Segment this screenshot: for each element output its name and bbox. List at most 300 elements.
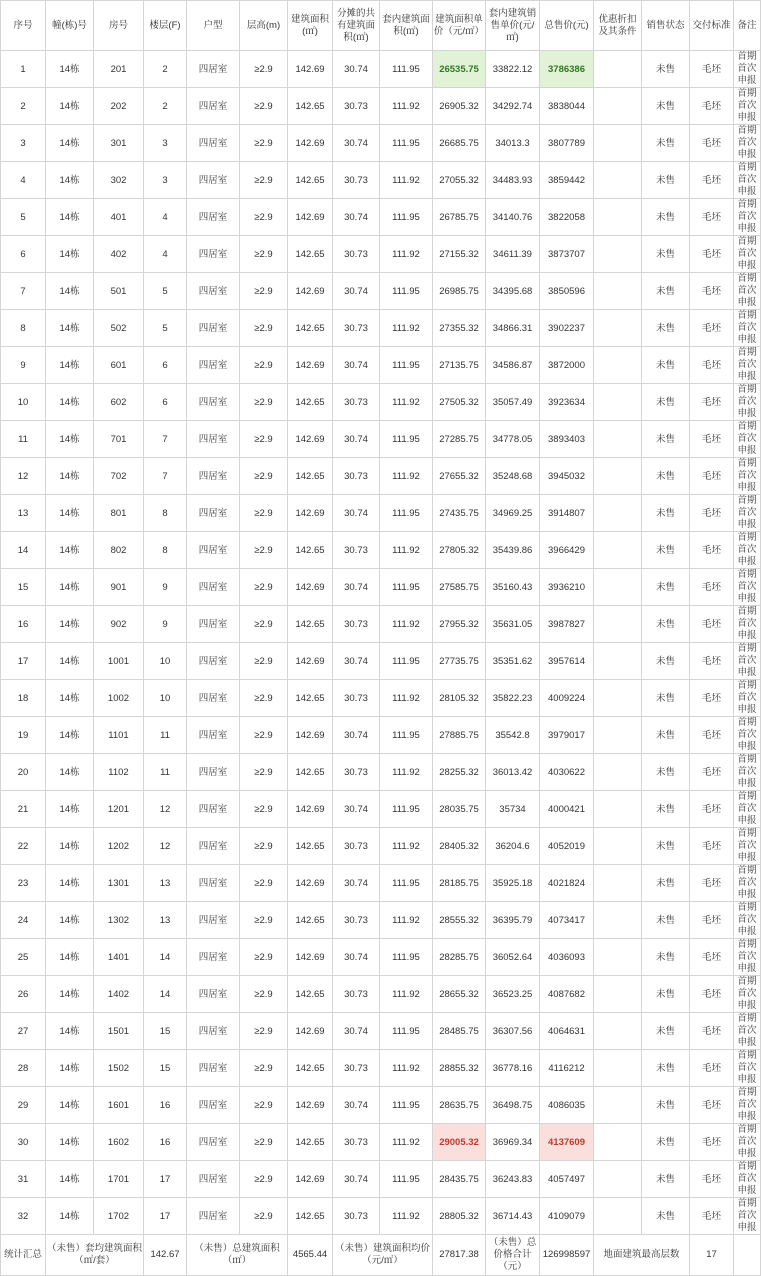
table-cell: 111.92 (380, 606, 433, 643)
table-cell: 111.92 (380, 1050, 433, 1087)
table-cell (594, 347, 642, 384)
table-row (1, 458, 761, 495)
table-cell: 27135.75 (433, 347, 486, 384)
table-cell: 142.65 (288, 902, 333, 939)
table-cell: 毛坯 (690, 458, 734, 495)
table-cell: 毛坯 (690, 532, 734, 569)
column-header: 楼层(F) (144, 1, 187, 51)
max-floor-value: 17 (690, 1235, 734, 1276)
table-cell: 27435.75 (433, 495, 486, 532)
table-cell: 30.74 (333, 569, 380, 606)
table-cell: 30.73 (333, 606, 380, 643)
summary-label: 统计汇总 (1, 1235, 46, 1276)
table-cell: 四居室 (187, 1161, 240, 1198)
table-cell: 8 (144, 495, 187, 532)
table-cell: 26 (1, 976, 46, 1013)
table-cell: 142.69 (288, 1013, 333, 1050)
table-cell: ≥2.9 (240, 347, 288, 384)
table-cell: 28035.75 (433, 791, 486, 828)
table-cell: 四居室 (187, 754, 240, 791)
table-cell (594, 902, 642, 939)
table-cell: 4 (144, 236, 187, 273)
table-cell: 14栋 (46, 162, 94, 199)
table-cell: 30.73 (333, 88, 380, 125)
table-cell: 29 (1, 1087, 46, 1124)
table-cell: 未售 (642, 1124, 690, 1161)
table-cell (594, 606, 642, 643)
table-cell: 13 (144, 902, 187, 939)
table-cell: 30.73 (333, 828, 380, 865)
table-cell: 1401 (94, 939, 144, 976)
table-cell: 11 (1, 421, 46, 458)
table-cell: 142.69 (288, 273, 333, 310)
table-cell: 16 (144, 1087, 187, 1124)
table-cell: 27805.32 (433, 532, 486, 569)
table-cell: ≥2.9 (240, 828, 288, 865)
table-cell: 3 (1, 125, 46, 162)
table-cell: 毛坯 (690, 865, 734, 902)
table-cell: 34013.3 (486, 125, 540, 162)
summary-row (1, 1235, 761, 1276)
table-row (1, 828, 761, 865)
table-cell: 1301 (94, 865, 144, 902)
table-cell: 35925.18 (486, 865, 540, 902)
table-cell (594, 384, 642, 421)
header-row (1, 1, 761, 51)
table-cell: 30.74 (333, 791, 380, 828)
table-cell: 4036093 (540, 939, 594, 976)
table-cell: 27285.75 (433, 421, 486, 458)
table-cell: 未售 (642, 532, 690, 569)
table-cell: 6 (144, 384, 187, 421)
table-cell: 四居室 (187, 717, 240, 754)
table-cell: 毛坯 (690, 939, 734, 976)
table-cell: 6 (1, 236, 46, 273)
table-cell: 14栋 (46, 754, 94, 791)
table-cell: 11 (144, 717, 187, 754)
table-cell: 30.74 (333, 1161, 380, 1198)
table-cell: 35057.49 (486, 384, 540, 421)
table-cell: 1001 (94, 643, 144, 680)
table-cell: ≥2.9 (240, 273, 288, 310)
table-cell: 142.69 (288, 1087, 333, 1124)
table-cell: 3786386 (540, 51, 594, 88)
table-cell: 21 (1, 791, 46, 828)
table-cell: ≥2.9 (240, 976, 288, 1013)
table-cell (594, 1161, 642, 1198)
column-header: 总售价(元) (540, 1, 594, 51)
table-cell: 未售 (642, 717, 690, 754)
table-cell: 111.95 (380, 273, 433, 310)
table-cell: 14栋 (46, 347, 94, 384)
table-cell: 8 (1, 310, 46, 347)
table-cell: 142.69 (288, 125, 333, 162)
table-cell: 1201 (94, 791, 144, 828)
table-cell: 30.73 (333, 384, 380, 421)
table-cell: 10 (1, 384, 46, 421)
table-cell: 首期首次申报 (734, 791, 761, 828)
table-cell: 毛坯 (690, 273, 734, 310)
table-cell: 四居室 (187, 791, 240, 828)
table-cell: 34866.31 (486, 310, 540, 347)
table-cell (594, 939, 642, 976)
table-cell: 未售 (642, 865, 690, 902)
table-cell: 302 (94, 162, 144, 199)
table-cell: 未售 (642, 1161, 690, 1198)
table-cell: 24 (1, 902, 46, 939)
table-cell: 1601 (94, 1087, 144, 1124)
table-cell: 毛坯 (690, 828, 734, 865)
table-cell: 首期首次申报 (734, 939, 761, 976)
table-cell: 28485.75 (433, 1013, 486, 1050)
table-cell: 毛坯 (690, 1198, 734, 1235)
table-cell: 111.95 (380, 717, 433, 754)
table-cell (594, 1087, 642, 1124)
table-cell: 首期首次申报 (734, 828, 761, 865)
table-cell: 28 (1, 1050, 46, 1087)
table-cell: 27585.75 (433, 569, 486, 606)
table-cell: 首期首次申报 (734, 717, 761, 754)
table-cell: 27735.75 (433, 643, 486, 680)
table-cell: 4000421 (540, 791, 594, 828)
table-row (1, 1050, 761, 1087)
table-cell: 首期首次申报 (734, 865, 761, 902)
table-cell: 2 (144, 88, 187, 125)
table-cell: 四居室 (187, 1124, 240, 1161)
table-cell: 四居室 (187, 347, 240, 384)
table-cell: 142.69 (288, 347, 333, 384)
table-cell: 首期首次申报 (734, 51, 761, 88)
table-cell: 14栋 (46, 1013, 94, 1050)
table-cell: ≥2.9 (240, 717, 288, 754)
column-header: 户型 (187, 1, 240, 51)
table-cell: 首期首次申报 (734, 1161, 761, 1198)
table-cell: 30.73 (333, 310, 380, 347)
table-cell: 111.92 (380, 902, 433, 939)
table-row (1, 1161, 761, 1198)
table-cell: 30.73 (333, 458, 380, 495)
table-cell: 142.65 (288, 1124, 333, 1161)
table-row (1, 125, 761, 162)
table-cell: 111.92 (380, 458, 433, 495)
table-cell: 20 (1, 754, 46, 791)
table-cell: 8 (144, 532, 187, 569)
table-cell: 111.95 (380, 125, 433, 162)
column-header: 优惠折扣及其条件 (594, 1, 642, 51)
table-row (1, 606, 761, 643)
table-cell: 5 (1, 199, 46, 236)
table-cell (594, 754, 642, 791)
column-header: 层高(m) (240, 1, 288, 51)
table-cell: 142.65 (288, 532, 333, 569)
table-cell: 未售 (642, 828, 690, 865)
table-cell: 27155.32 (433, 236, 486, 273)
table-cell: 30.73 (333, 532, 380, 569)
table-cell: 30.73 (333, 754, 380, 791)
table-cell: 4064631 (540, 1013, 594, 1050)
table-cell: 142.69 (288, 495, 333, 532)
table-cell: 30.74 (333, 1087, 380, 1124)
table-cell: 34778.05 (486, 421, 540, 458)
table-cell: 36778.16 (486, 1050, 540, 1087)
table-row (1, 384, 761, 421)
table-cell: 4021824 (540, 865, 594, 902)
table-cell: 111.92 (380, 162, 433, 199)
column-header: 套内建筑销售单价(元/㎡) (486, 1, 540, 51)
table-cell: 毛坯 (690, 421, 734, 458)
table-cell: 1101 (94, 717, 144, 754)
table-cell: 142.69 (288, 791, 333, 828)
table-cell: 142.65 (288, 976, 333, 1013)
table-row (1, 754, 761, 791)
table-cell: 14栋 (46, 458, 94, 495)
table-cell: 142.65 (288, 88, 333, 125)
table-cell: 30.74 (333, 643, 380, 680)
table-cell: 142.69 (288, 199, 333, 236)
table-cell: ≥2.9 (240, 88, 288, 125)
table-cell: 30.74 (333, 939, 380, 976)
table-cell: 111.95 (380, 347, 433, 384)
table-cell: 四居室 (187, 680, 240, 717)
table-cell: 毛坯 (690, 606, 734, 643)
table-cell: 未售 (642, 569, 690, 606)
table-cell: 15 (1, 569, 46, 606)
column-header: 销售状态 (642, 1, 690, 51)
table-cell: 14栋 (46, 976, 94, 1013)
table-cell: 未售 (642, 273, 690, 310)
table-cell: 501 (94, 273, 144, 310)
table-row (1, 236, 761, 273)
table-cell: 1302 (94, 902, 144, 939)
table-cell: 30 (1, 1124, 46, 1161)
table-cell: 30.74 (333, 865, 380, 902)
table-row (1, 273, 761, 310)
table-cell: 12 (144, 791, 187, 828)
table-cell: 28635.75 (433, 1087, 486, 1124)
table-cell: 四居室 (187, 828, 240, 865)
total-area-label: （未售）总建筑面积（㎡） (187, 1235, 288, 1276)
table-cell (594, 828, 642, 865)
table-cell: 未售 (642, 347, 690, 384)
summary-blank (734, 1235, 761, 1276)
table-row (1, 199, 761, 236)
table-cell: 3838044 (540, 88, 594, 125)
table-cell: 未售 (642, 125, 690, 162)
table-cell: 四居室 (187, 310, 240, 347)
table-cell: 27055.32 (433, 162, 486, 199)
table-cell (594, 1198, 642, 1235)
table-cell: 四居室 (187, 162, 240, 199)
table-cell: 14栋 (46, 569, 94, 606)
table-cell: 毛坯 (690, 976, 734, 1013)
table-cell: 30.74 (333, 1013, 380, 1050)
table-cell: 3936210 (540, 569, 594, 606)
table-cell: 3945032 (540, 458, 594, 495)
table-cell: 28185.75 (433, 865, 486, 902)
table-cell: 四居室 (187, 569, 240, 606)
table-cell: ≥2.9 (240, 458, 288, 495)
table-cell: 111.95 (380, 791, 433, 828)
table-cell: 9 (144, 569, 187, 606)
table-cell (594, 1124, 642, 1161)
table-cell: 142.69 (288, 421, 333, 458)
table-cell: 36395.79 (486, 902, 540, 939)
column-header: 交付标准 (690, 1, 734, 51)
table-cell: 1102 (94, 754, 144, 791)
table-cell: 首期首次申报 (734, 273, 761, 310)
table-cell: 201 (94, 51, 144, 88)
table-row (1, 532, 761, 569)
avg-price-value: 27817.38 (433, 1235, 486, 1276)
table-cell: 4086035 (540, 1087, 594, 1124)
table-cell: 1501 (94, 1013, 144, 1050)
table-row (1, 643, 761, 680)
table-cell: 未售 (642, 162, 690, 199)
table-cell: 毛坯 (690, 791, 734, 828)
table-cell (594, 51, 642, 88)
table-cell: 首期首次申报 (734, 532, 761, 569)
table-cell (594, 532, 642, 569)
column-header: 分摊的共有建筑面积(㎡) (333, 1, 380, 51)
table-cell: 30.74 (333, 717, 380, 754)
table-cell: 四居室 (187, 606, 240, 643)
table-cell: 毛坯 (690, 495, 734, 532)
table-cell: ≥2.9 (240, 1198, 288, 1235)
table-cell: ≥2.9 (240, 680, 288, 717)
table-cell: 首期首次申报 (734, 310, 761, 347)
table-cell: 未售 (642, 384, 690, 421)
table-row (1, 717, 761, 754)
table-cell: 13 (1, 495, 46, 532)
table-cell: 202 (94, 88, 144, 125)
table-cell: 34395.68 (486, 273, 540, 310)
table-cell: 毛坯 (690, 1087, 734, 1124)
table-cell: 4073417 (540, 902, 594, 939)
table-cell: 3 (144, 125, 187, 162)
table-cell: 111.92 (380, 384, 433, 421)
table-cell: 36243.83 (486, 1161, 540, 1198)
table-cell: 毛坯 (690, 125, 734, 162)
table-cell: 四居室 (187, 532, 240, 569)
table-cell: 14栋 (46, 532, 94, 569)
table-cell: 毛坯 (690, 754, 734, 791)
table-cell: 111.92 (380, 1198, 433, 1235)
table-cell: 3966429 (540, 532, 594, 569)
table-cell: 14栋 (46, 495, 94, 532)
table-cell: 35631.05 (486, 606, 540, 643)
table-cell: 142.69 (288, 865, 333, 902)
table-cell: 14栋 (46, 310, 94, 347)
table-cell: 12 (1, 458, 46, 495)
table-cell: 毛坯 (690, 643, 734, 680)
table-cell (594, 1013, 642, 1050)
table-cell: 四居室 (187, 495, 240, 532)
table-cell (594, 569, 642, 606)
table-cell: 4116212 (540, 1050, 594, 1087)
table-cell: 14栋 (46, 273, 94, 310)
table-cell: 142.65 (288, 310, 333, 347)
table-cell: 3 (144, 162, 187, 199)
table-cell: 四居室 (187, 865, 240, 902)
table-cell: 3987827 (540, 606, 594, 643)
table-cell: 17 (144, 1161, 187, 1198)
table-cell: 17 (144, 1198, 187, 1235)
table-cell: 14栋 (46, 125, 94, 162)
table-cell: 四居室 (187, 1013, 240, 1050)
table-cell: ≥2.9 (240, 902, 288, 939)
table-cell: 未售 (642, 680, 690, 717)
table-cell: 142.69 (288, 643, 333, 680)
table-row (1, 310, 761, 347)
table-cell: ≥2.9 (240, 532, 288, 569)
table-cell: 5 (144, 273, 187, 310)
table-cell: 142.65 (288, 1198, 333, 1235)
table-cell: 14栋 (46, 680, 94, 717)
table-cell: 首期首次申报 (734, 569, 761, 606)
table-cell (594, 236, 642, 273)
table-cell: 毛坯 (690, 680, 734, 717)
column-header: 套内建筑面积(㎡) (380, 1, 433, 51)
table-cell (594, 125, 642, 162)
table-cell: 16 (1, 606, 46, 643)
table-cell: 35439.86 (486, 532, 540, 569)
table-cell: 首期首次申报 (734, 902, 761, 939)
table-cell: 首期首次申报 (734, 421, 761, 458)
table-cell: 13 (144, 865, 187, 902)
table-cell: 901 (94, 569, 144, 606)
table-cell: 4052019 (540, 828, 594, 865)
table-cell: 142.69 (288, 569, 333, 606)
table-cell: 142.65 (288, 458, 333, 495)
table-cell: 3893403 (540, 421, 594, 458)
table-row (1, 902, 761, 939)
table-cell: 15 (144, 1013, 187, 1050)
table-cell (594, 865, 642, 902)
table-cell: 36013.42 (486, 754, 540, 791)
table-cell: 未售 (642, 458, 690, 495)
table-cell: 四居室 (187, 88, 240, 125)
table-cell: 28255.32 (433, 754, 486, 791)
table-cell: 111.95 (380, 51, 433, 88)
table-cell: 3859442 (540, 162, 594, 199)
table-cell: 111.95 (380, 939, 433, 976)
table-cell: 未售 (642, 421, 690, 458)
table-cell: 首期首次申报 (734, 1050, 761, 1087)
table-cell: 19 (1, 717, 46, 754)
table-cell: 27 (1, 1013, 46, 1050)
table-cell: 111.95 (380, 1161, 433, 1198)
table-cell: 毛坯 (690, 51, 734, 88)
table-cell: 首期首次申报 (734, 1124, 761, 1161)
table-cell: 36969.34 (486, 1124, 540, 1161)
total-price-value: 126998597 (540, 1235, 594, 1276)
table-cell: 30.73 (333, 1050, 380, 1087)
table-cell: 30.74 (333, 51, 380, 88)
table-cell: 3807789 (540, 125, 594, 162)
table-cell: 4109079 (540, 1198, 594, 1235)
table-cell: 26535.75 (433, 51, 486, 88)
table-cell: 14栋 (46, 791, 94, 828)
column-header: 建筑面积(㎡) (288, 1, 333, 51)
table-cell: 27955.32 (433, 606, 486, 643)
table-cell: 34586.87 (486, 347, 540, 384)
table-cell: ≥2.9 (240, 754, 288, 791)
table-row (1, 569, 761, 606)
table-cell: 未售 (642, 310, 690, 347)
table-cell: ≥2.9 (240, 939, 288, 976)
table-cell: 28855.32 (433, 1050, 486, 1087)
table-cell: 35351.62 (486, 643, 540, 680)
